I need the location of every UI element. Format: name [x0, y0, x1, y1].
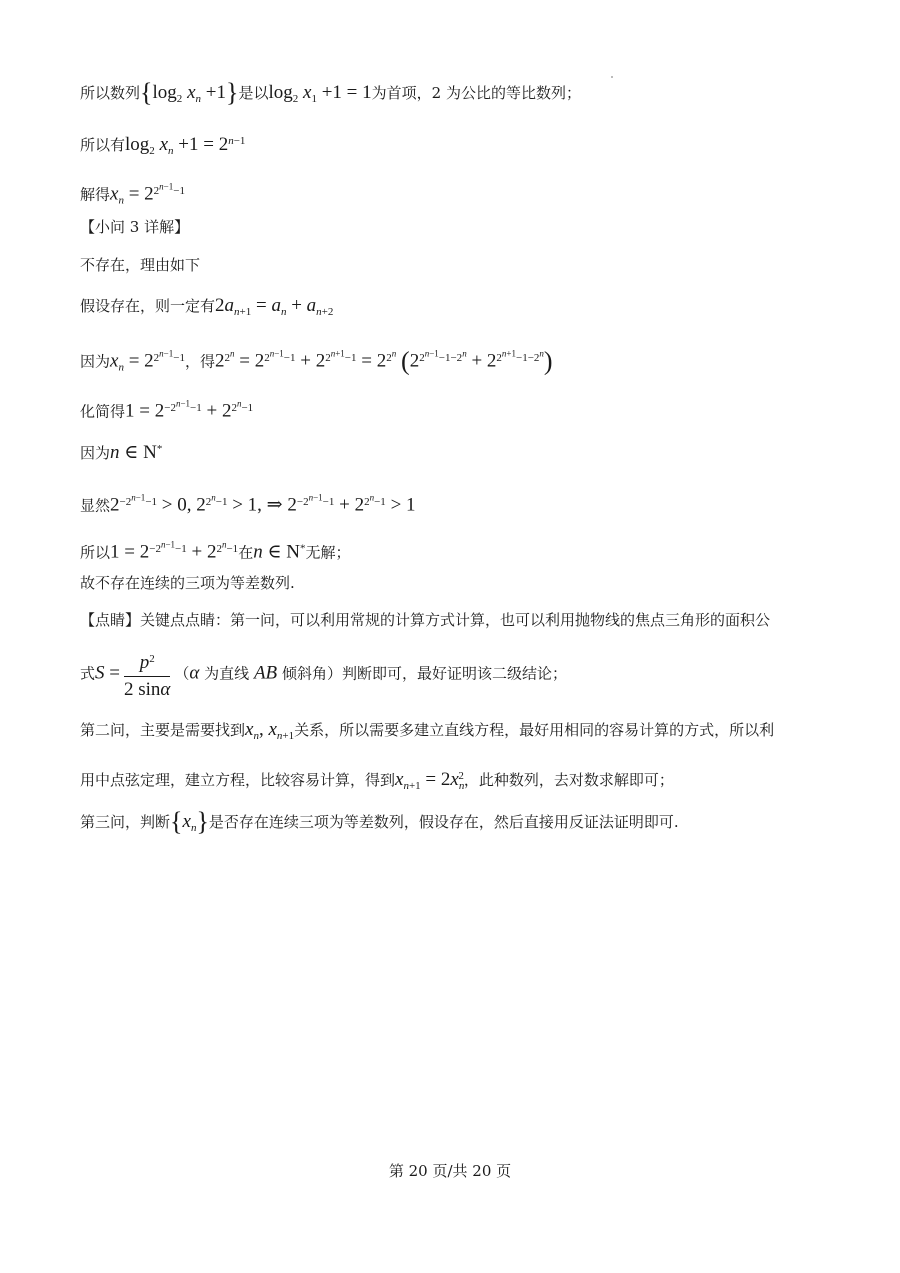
text-line-2: 所以有$\log_2 x_n +1 = 2^{n-1}$	[80, 134, 246, 157]
text-line-5: 不存在，理由如下	[80, 256, 201, 274]
text-line-6: 假设存在，则一定有$2a_{n+1} = a_n + a_{n+2}$	[80, 295, 334, 318]
text-line-3: 解得$x_n = 2^{2^{n-1}-1}$	[80, 181, 185, 207]
text-line-11: 所以$1 = 2^{-2^{n-1}-1} + 2^{2^n-1}$在n ∈ N*无解；	[80, 539, 351, 563]
text-line-17: 第三问，判断$\{x_n\}$是否存在连续三项为等差数列，假设存在，然后直接用反证法证明即可.	[80, 807, 679, 836]
text-line-13: 【点睛】关键点点睛：第一问，可以利用常规的计算方式计算，也可以利用抛物线的焦点三角形的面积公	[80, 611, 771, 629]
text-line-7: 因为$x_n = 2^{2^{n-1}-1}$，得$2^{2^n} = 2^{2^{n-1}-1} + 2^{2^{n+1}-1} = 2^{2^n}$ $(2^{2^{n-1}-1-2^n} + 2^{2^{n+1}-1-2^n})$	[80, 346, 553, 376]
text-line-10: 显然$2^{-2^{n-1}-1} > 0$, $2^{2^n-1} > 1$, ⇒ $2^{-2^{n-1}-1} + 2^{2^n-1} > 1$	[80, 492, 416, 516]
text-line-8: 化简得$1 = 2^{-2^{n-1}-1} + 2^{2^n-1}$	[80, 398, 254, 422]
text-line-9: 因为n ∈ N*	[80, 442, 163, 463]
text-line-15: 第二问，主要是需要找到$x_n$, $x_{n+1}$关系，所以需要多建立直线方程，最好用相同的容易计算的方式，所以利	[80, 719, 775, 742]
text-line-16: 用中点弦定理，建立方程，比较容易计算，得到$x_{n+1} = 2x_n^2$，此种数列，去对数求解即可；	[80, 769, 674, 792]
scan-speck	[611, 76, 613, 78]
area-fraction: $\frac{p^2}{2 \sin\alpha}$	[124, 648, 170, 701]
text-line-1: 所以数列{$\log_2$ $x_n +1$}是以$\log_2 x_1 +1 = 1$为首项，2 为公比的等比数列；	[80, 78, 581, 107]
page-footer: 第 20 页/共 20 页	[388, 1162, 512, 1180]
text-line-12: 故不存在连续的三项为等差数列.	[80, 574, 295, 592]
section-heading: 【小问 3 详解】	[80, 218, 190, 236]
text-line-14: 式S = $\frac{p^2}{2 \sin\alpha}$ （α 为直线 AB 倾斜角）判断即可，最好证明该二级结论；	[80, 648, 567, 701]
